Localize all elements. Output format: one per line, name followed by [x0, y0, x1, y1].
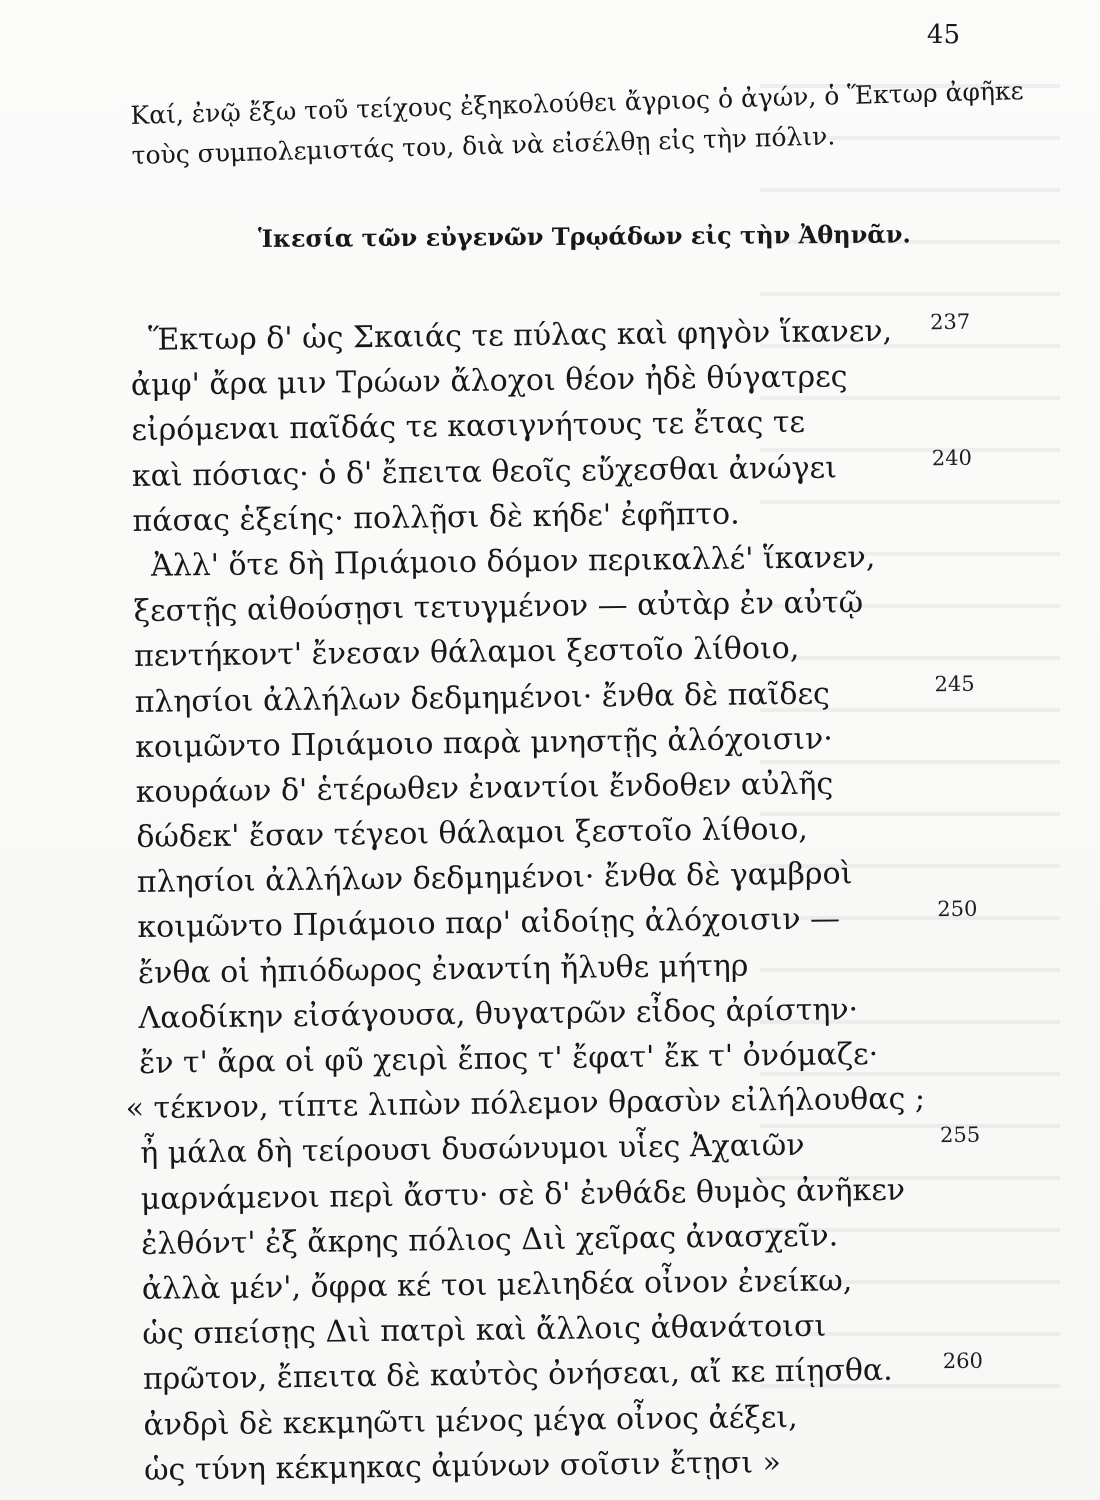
verse-line [144, 1437, 1024, 1493]
verse-text: ὡς σπείσῃς Διὶ πατρὶ καὶ ἄλλοις ἀθανάτοισι [142, 1308, 827, 1353]
verse-text: ἐλθόντ' ἐξ ἄκρης πόλιος Διὶ χεῖρας ἀνασχεῖν. [141, 1218, 839, 1262]
verse-text: κοιμῶντο Πριάμοιο παρὰ μνηστῇς ἀλόχοισιν· [135, 721, 833, 765]
verse-text: κουράων δ' ἑτέρωθεν ἐναντίοι ἔνδοθεν αὐλῆς [135, 766, 834, 810]
verse-text: ξεστῇς αἰθούσῃσι τετυγμένον — αὐτὰρ ἐν αὐτῷ [133, 585, 864, 630]
verse-text: Ἕκτωρ δ' ὡς Σκαιάς τε πύλας καὶ φηγὸν ἵκανεν, [148, 313, 893, 358]
line-number: 250 [937, 897, 978, 922]
verse-text: εἰρόμεναι παῖδάς τε κασιγνήτους τε ἔτας τε [131, 405, 806, 449]
verse-text: « τέκνον, τίπτε λιπὼν πόλεμον θρασὺν εἰλήλουθας ; [125, 1081, 926, 1127]
verse-text: ἔνθα οἱ ἠπιόδωρος ἐναντίη ἤλυθε μήτηρ [137, 948, 749, 991]
verse-text: πρῶτον, ἔπειτα δὲ καὐτὸς ὀνήσεαι, αἴ κε πίῃσθα. [142, 1353, 893, 1398]
verse-text: Ἀλλ' ὅτε δὴ Πριάμοιο δόμον περικαλλέ' ἵκανεν, [150, 539, 876, 584]
line-number: 260 [942, 1348, 984, 1374]
verse-block [125, 307, 1024, 1493]
page-number: 45 [926, 20, 960, 50]
line-number: 255 [939, 1123, 981, 1148]
verse-text: πλησίοι ἀλλήλων δεδμημένοι· ἔνθα δὲ παῖδες [134, 675, 831, 720]
line-number: 245 [934, 671, 975, 696]
intro-line: Καί, ἐνῷ ἔξω τοῦ τείχους ἐξηκολούθει ἄγριος ὁ ἀγών, ὁ Ἕκτωρ ἀφῆκε [130, 76, 1024, 130]
verse-text: δώδεκ' ἔσαν τέγεοι θάλαμοι ξεστοῖο λίθοιο, [136, 811, 809, 856]
verse-text: ἀμφ' ἄρα μιν Τρώων ἄλοχοι θέον ἠδὲ θύγατρες [130, 359, 848, 404]
intro-paragraph [130, 72, 1024, 176]
line-number: 240 [931, 445, 973, 470]
verse-text: ἀνδρὶ δὲ κεκμηῶτι μένος μέγα οἶνος ἀέξει, [143, 1399, 798, 1443]
verse-text: καὶ πόσιας· ὁ δ' ἔπειτα θεοῖς εὔχεσθαι ἀνώγει [131, 449, 838, 494]
verse-text: πλησίοι ἀλλήλων δεδμημένοι· ἔνθα δὲ γαμβροὶ [136, 856, 853, 901]
verse-text: κοιμῶντο Πριάμοιο παρ' αἰδοίῃς ἀλόχοισιν — [137, 901, 841, 946]
line-number: 237 [929, 309, 971, 335]
verse-text: μαρνάμενοι περὶ ἄστυ· σὲ δ' ἐνθάδε θυμὸς ἀνῆκεν [140, 1172, 906, 1217]
verse-text: ὡς τύνη κέκμηκας ἀμύνων σοῖσιν ἔτῃσι » [143, 1444, 782, 1488]
section-heading: Ἱκεσία τῶν εὐγενῶν Τρῳάδων εἰς τὴν Ἀθηνᾶν. [258, 219, 911, 253]
verse-text: πάσας ἑξείης· πολλῇσι δὲ κήδε' ἐφῆπτο. [132, 496, 740, 539]
verse-text: πεντήκοντ' ἔνεσαν θάλαμοι ξεστοῖο λίθοιο, [133, 631, 800, 675]
verse-text: ἔν τ' ἄρα οἱ φῦ χειρὶ ἔπος τ' ἔφατ' ἔκ τ' ὀνόμαζε· [138, 1036, 879, 1081]
verse-text: Λαοδίκην εἰσάγουσα, θυγατρῶν εἶδος ἀρίστην· [138, 991, 859, 1036]
verse-text: ἦ μάλα δὴ τείρουσι δυσώνυμοι υἷες Ἀχαιῶν [139, 1128, 805, 1172]
verse-text: ἀλλὰ μέν', ὄφρα κέ τοι μελιηδέα οἶνον ἐνείκω, [141, 1263, 853, 1307]
intro-line: τοὺς συμπολεμιστάς του, διὰ νὰ εἰσέλθῃ εἰς τὴν πόλιν. [131, 121, 836, 170]
